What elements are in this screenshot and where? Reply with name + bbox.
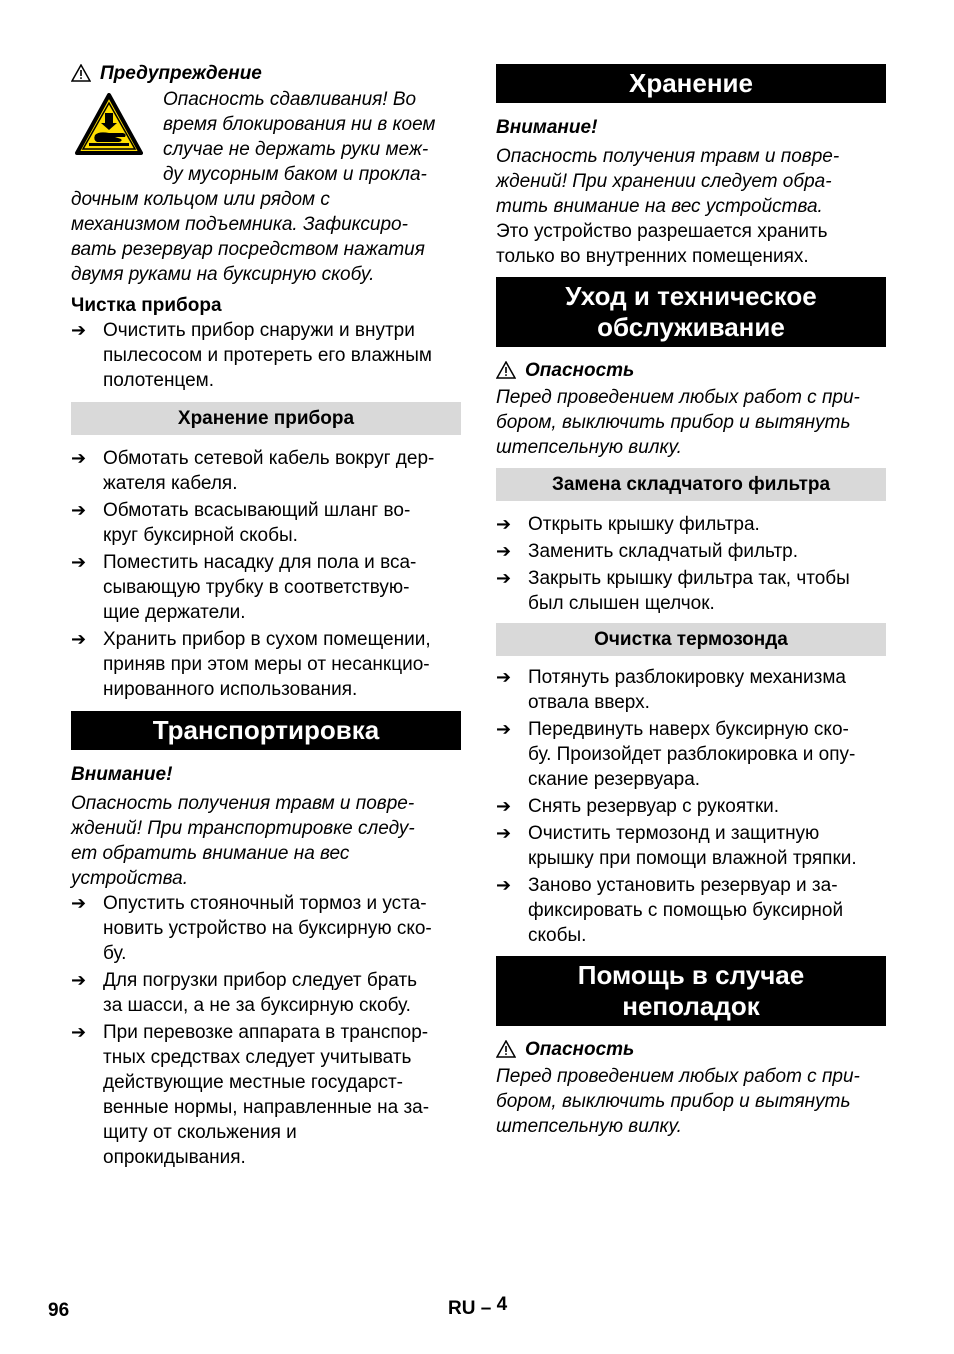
step-line: Заново установить резервуар и за- [528,875,838,896]
step-line: Потянуть разблокировку механизма [528,667,846,688]
arrow-right-icon: ➔ [71,552,87,573]
probe-steps [496,665,886,948]
list-item [71,968,461,1018]
warning-line: время блокирования ни в коем [163,114,436,135]
section-filter-title: Замена складчатого фильтра [496,468,886,501]
list-item [496,794,886,819]
arrow-right-icon: ➔ [71,629,87,650]
list-item [496,717,886,792]
hazard-image [71,87,163,187]
list-item [71,318,461,393]
step-line: жателя кабеля. [103,473,238,494]
help-danger [496,1064,886,1139]
cleaning-steps [71,318,461,393]
warning-line: Опасность получения травм и повре- [71,793,415,814]
list-item [496,665,886,715]
list-item [496,821,886,871]
section-care-title [496,277,886,347]
warning-line: ду мусорным баком и прокла- [163,164,427,185]
warning-title: Предупреждение [100,62,262,84]
warning-line: штепсельную вилку. [496,1116,682,1137]
step-line: сывающую трубку в соответствую- [103,577,410,598]
step-line: круг буксирной скобы. [103,525,298,546]
lang-page: 4 [496,1294,508,1315]
step-line: опрокидывания. [103,1147,246,1168]
list-item [71,446,461,496]
arrow-right-icon: ➔ [71,500,87,521]
list-item [496,539,886,564]
page-language-label [448,1296,507,1321]
right-column [496,64,886,1139]
step-line: скание резервуара. [528,769,701,790]
section-storage-device-title: Хранение прибора [71,402,461,435]
step-line: действующие местные государст- [103,1072,404,1093]
warning-line: случае не держать руки меж- [163,139,429,160]
step-line: тных средствах следует учитывать [103,1047,412,1068]
step-line: Обмотать всасывающий шланг во- [103,500,411,521]
lang-prefix: RU – [448,1298,492,1319]
warning-triangle-icon [71,64,91,82]
warning-heading [71,60,461,86]
storage-warning [496,144,886,219]
warning-triangle-icon [496,1040,516,1058]
attention-label: Внимание! [71,764,173,785]
warning-line: устройства. [71,868,188,889]
arrow-right-icon: ➔ [71,893,87,914]
section-probe-title: Очистка термозонда [496,623,886,656]
warning-line: ждений! При хранении следует обра- [496,171,832,192]
arrow-right-icon: ➔ [496,823,512,844]
danger-heading [496,357,886,383]
warning-line: штепсельную вилку. [496,437,682,458]
title-line: неполадок [622,991,760,1021]
danger-heading [496,1036,886,1062]
section-transport-title: Транспортировка [71,711,461,750]
step-line: отвала вверх. [528,692,650,713]
step-line: Открыть крышку фильтра. [528,514,760,535]
step-line: При перевозке аппарата в транспор- [103,1022,429,1043]
list-item [71,627,461,702]
step-line: щие держатели. [103,602,246,623]
arrow-right-icon: ➔ [496,541,512,562]
warning-line: Перед проведением любых работ с при- [496,1066,860,1087]
step-line: венные нормы, направленные на за- [103,1097,430,1118]
danger-label: Опасность [525,1038,635,1060]
warning-text-cont [71,187,461,287]
step-line: Передвинуть наверх буксирную ско- [528,719,849,740]
list-item [496,873,886,948]
step-line: Для погрузки прибор следует брать [103,970,418,991]
arrow-right-icon: ➔ [496,514,512,535]
step-line: Опустить стояночный тормоз и уста- [103,893,427,914]
warning-line: двумя руками на буксирную скобу. [71,264,375,285]
step-line: новить устройство на буксирную ско- [103,918,432,939]
list-item [496,512,886,537]
page-number: 96 [48,1300,70,1321]
warning-block [71,87,461,287]
step-line: Поместить насадку для пола и вса- [103,552,417,573]
arrow-right-icon: ➔ [71,1022,87,1043]
warning-line: вать резервуар посредством нажатия [71,239,425,260]
step-line: Снять резервуар с рукоятки. [528,796,780,817]
step-line: скобы. [528,925,587,946]
warning-line: ет обратить внимание на вес [71,843,350,864]
step-line: Заменить складчатый фильтр. [528,541,799,562]
step-line: за шасси, а не за буксирную скобу. [103,995,411,1016]
step-line: приняв при этом меры от несанкцио- [103,654,430,675]
list-item [496,566,886,616]
title-line: обслуживание [597,312,785,342]
attention-label: Внимание! [496,117,598,138]
title-line: Уход и техническое [565,281,817,311]
filter-steps [496,512,886,616]
warning-line: Опасность получения травм и повре- [496,146,840,167]
step-line: бу. Произойдет разблокировка и опу- [528,744,856,765]
section-help-title [496,956,886,1026]
hand-crush-hazard-icon [75,93,143,155]
step-line: Очистить термозонд и защитную [528,823,820,844]
warning-line: Перед проведением любых работ с при- [496,387,860,408]
list-item [71,550,461,625]
arrow-right-icon: ➔ [71,970,87,991]
arrow-right-icon: ➔ [496,875,512,896]
step-line: Закрыть крышку фильтра так, чтобы [528,568,850,589]
step-line: пылесосом и протереть его влажным [103,345,432,366]
left-column [71,60,461,1172]
warning-line: бором, выключить прибор и вытянуть [496,1091,851,1112]
arrow-right-icon: ➔ [496,719,512,740]
step-line: нированного использования. [103,679,358,700]
warning-triangle-icon [496,361,516,379]
arrow-right-icon: ➔ [496,796,512,817]
text-line: только во внутренних помещениях. [496,246,809,267]
arrow-right-icon: ➔ [71,320,87,341]
section-storage-title: Хранение [496,64,886,103]
arrow-right-icon: ➔ [71,448,87,469]
arrow-right-icon: ➔ [496,667,512,688]
step-line: полотенцем. [103,370,215,391]
step-line: крышку при помощи влажной тряпки. [528,848,857,869]
list-item [71,498,461,548]
list-item [71,891,461,966]
step-line: щиту от скольжения и [103,1122,297,1143]
step-line: бу. [103,943,127,964]
cleaning-title: Чистка прибора [71,295,222,316]
step-line: был слышен щелчок. [528,593,715,614]
warning-line: механизмом подъемника. Зафиксиро- [71,214,408,235]
warning-line: Опасность сдавливания! Во [163,89,417,110]
step-line: Обмотать сетевой кабель вокруг дер- [103,448,435,469]
warning-line: ждений! При транспортировке следу- [71,818,415,839]
warning-line: тить внимание на вес устройства. [496,196,823,217]
step-line: Хранить прибор в сухом помещении, [103,629,431,650]
danger-label: Опасность [525,359,635,381]
transport-steps [71,891,461,1170]
list-item [71,1020,461,1170]
step-line: фиксировать с помощью буксирной [528,900,844,921]
storage-text [496,219,886,269]
warning-line: бором, выключить прибор и вытянуть [496,412,851,433]
care-danger [496,385,886,460]
warning-line: дочным кольцом или рядом с [71,189,330,210]
storage-device-steps [71,446,461,702]
transport-warning [71,791,461,891]
step-line: Очистить прибор снаружи и внутри [103,320,415,341]
title-line: Помощь в случае [577,960,805,990]
arrow-right-icon: ➔ [496,568,512,589]
text-line: Это устройство разрешается хранить [496,221,828,242]
